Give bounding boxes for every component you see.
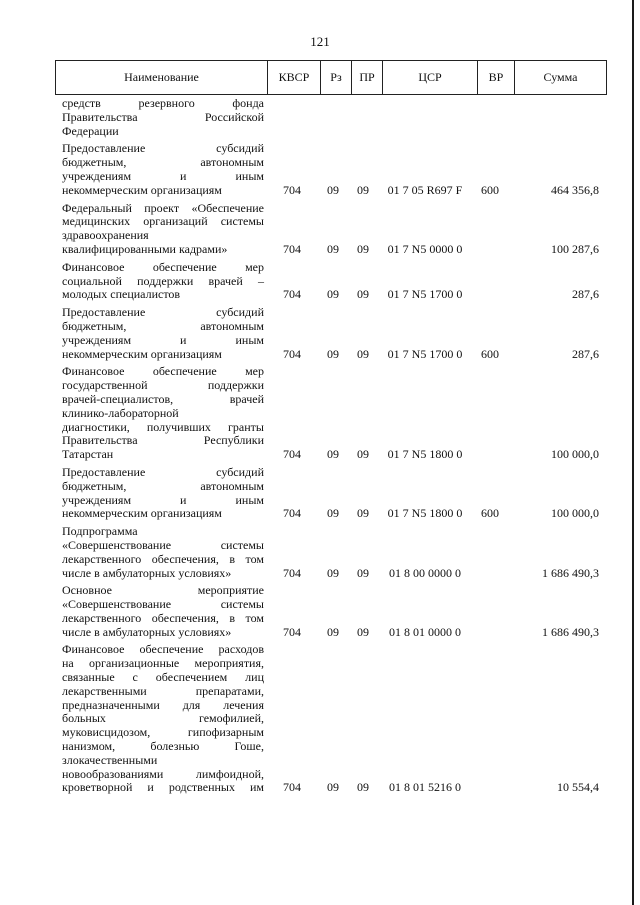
header-pr: ПР: [352, 61, 383, 95]
cell-sum: 464 356,8: [551, 182, 599, 197]
row-name: Финансовое обеспечение расходов на организационные мероприятия, связанные с обеспечением лиц лекарственными препаратами, предназначенными для лечения больных гемофилией, муковисцидозом, гипофизарным нанизмом, болезнью Гоше, злокачественными новообразованиями лимфоидной, кроветворной и родственных им: [62, 642, 264, 795]
cell-sum: 287,6: [572, 346, 599, 361]
cell-rz: 09: [327, 624, 339, 639]
cell-rz: 09: [327, 241, 339, 256]
cell-kvsr: 704: [283, 780, 301, 795]
cell-sum: 1 686 490,3: [542, 565, 599, 580]
table-row: [0, 466, 640, 521]
cell-vr: 600: [481, 182, 499, 197]
cell-rz: 09: [327, 780, 339, 795]
cell-pr: 09: [357, 241, 369, 256]
cell-rz: 09: [327, 565, 339, 580]
cell-csr: 01 8 01 5216 0: [389, 780, 461, 795]
header-sum: Сумма: [515, 61, 607, 95]
table-row: [0, 584, 640, 639]
row-name: средств резервного фонда Правительства Российской Федерации: [62, 96, 264, 138]
cell-kvsr: 704: [283, 241, 301, 256]
cell-kvsr: 704: [283, 506, 301, 521]
page-number: 121: [310, 34, 330, 49]
cell-sum: 10 554,4: [557, 780, 599, 795]
cell-kvsr: 704: [283, 182, 301, 197]
table-row: [0, 306, 640, 361]
cell-csr: 01 7 N5 0000 0: [387, 241, 463, 256]
cell-csr: 01 7 N5 1700 0: [387, 287, 463, 302]
cell-csr: 01 7 05 R697 F: [387, 182, 463, 197]
table-row: [0, 525, 640, 580]
cell-pr: 09: [357, 182, 369, 197]
table-row: [0, 97, 640, 138]
cell-rz: 09: [327, 506, 339, 521]
table-header: [55, 60, 607, 95]
cell-sum: 287,6: [572, 287, 599, 302]
table-body: [0, 97, 640, 795]
row-name: Предоставление субсидий бюджетным, автономным учреждениям и иным некоммерческим организациям: [62, 305, 264, 361]
cell-kvsr: 704: [283, 565, 301, 580]
cell-rz: 09: [327, 346, 339, 361]
cell-pr: 09: [357, 287, 369, 302]
cell-sum: 100 287,6: [551, 241, 599, 256]
cell-pr: 09: [357, 447, 369, 462]
cell-pr: 09: [357, 506, 369, 521]
cell-rz: 09: [327, 287, 339, 302]
row-name: Подпрограмма «Совершенствование системы лекарственного обеспечения, в том числе в амбулаторных условиях»: [62, 524, 264, 580]
row-name: Предоставление субсидий бюджетным, автономным учреждениям и иным некоммерческим организациям: [62, 141, 264, 197]
header-rz: Рз: [321, 61, 352, 95]
cell-kvsr: 704: [283, 287, 301, 302]
cell-sum: 100 000,0: [551, 506, 599, 521]
cell-rz: 09: [327, 182, 339, 197]
cell-vr: 600: [481, 506, 499, 521]
cell-csr: 01 7 N5 1800 0: [387, 506, 463, 521]
row-name: Финансовое обеспечение мер социальной поддержки врачей – молодых специалистов: [62, 259, 264, 302]
table-row: [0, 261, 640, 302]
cell-pr: 09: [357, 780, 369, 795]
header-vr: ВР: [478, 61, 515, 95]
header-csr: ЦСР: [383, 61, 478, 95]
cell-sum: 100 000,0: [551, 447, 599, 462]
cell-kvsr: 704: [283, 346, 301, 361]
header-name: Наименование: [56, 61, 268, 95]
row-name: Финансовое обеспечение мер государственной поддержки врачей-специалистов, врачей клинико-лабораторной диагностики, получивших гранты Правительства Республики Татарстан: [62, 364, 264, 462]
cell-csr: 01 7 N5 1800 0: [387, 447, 463, 462]
table-row: [0, 142, 640, 197]
cell-csr: 01 7 N5 1700 0: [387, 346, 463, 361]
row-name: Предоставление субсидий бюджетным, автономным учреждениям и иным некоммерческим организациям: [62, 464, 264, 521]
row-name: Федеральный проект «Обеспечение медицинских организаций системы здравоохранения квалифицированными кадрами»: [62, 200, 264, 256]
cell-rz: 09: [327, 447, 339, 462]
cell-csr: 01 8 01 0000 0: [389, 624, 461, 639]
cell-kvsr: 704: [283, 447, 301, 462]
cell-pr: 09: [357, 565, 369, 580]
cell-sum: 1 686 490,3: [542, 624, 599, 639]
cell-vr: 600: [481, 346, 499, 361]
table-row: [0, 365, 640, 462]
header-kvsr: КВСР: [268, 61, 321, 95]
row-name: Основное мероприятие «Совершенствование системы лекарственного обеспечения, в том числе в амбулаторных условиях»: [62, 583, 264, 639]
cell-pr: 09: [357, 346, 369, 361]
table-row: [0, 202, 640, 257]
table-row: [0, 643, 640, 795]
cell-kvsr: 704: [283, 624, 301, 639]
cell-pr: 09: [357, 624, 369, 639]
cell-csr: 01 8 00 0000 0: [389, 565, 461, 580]
